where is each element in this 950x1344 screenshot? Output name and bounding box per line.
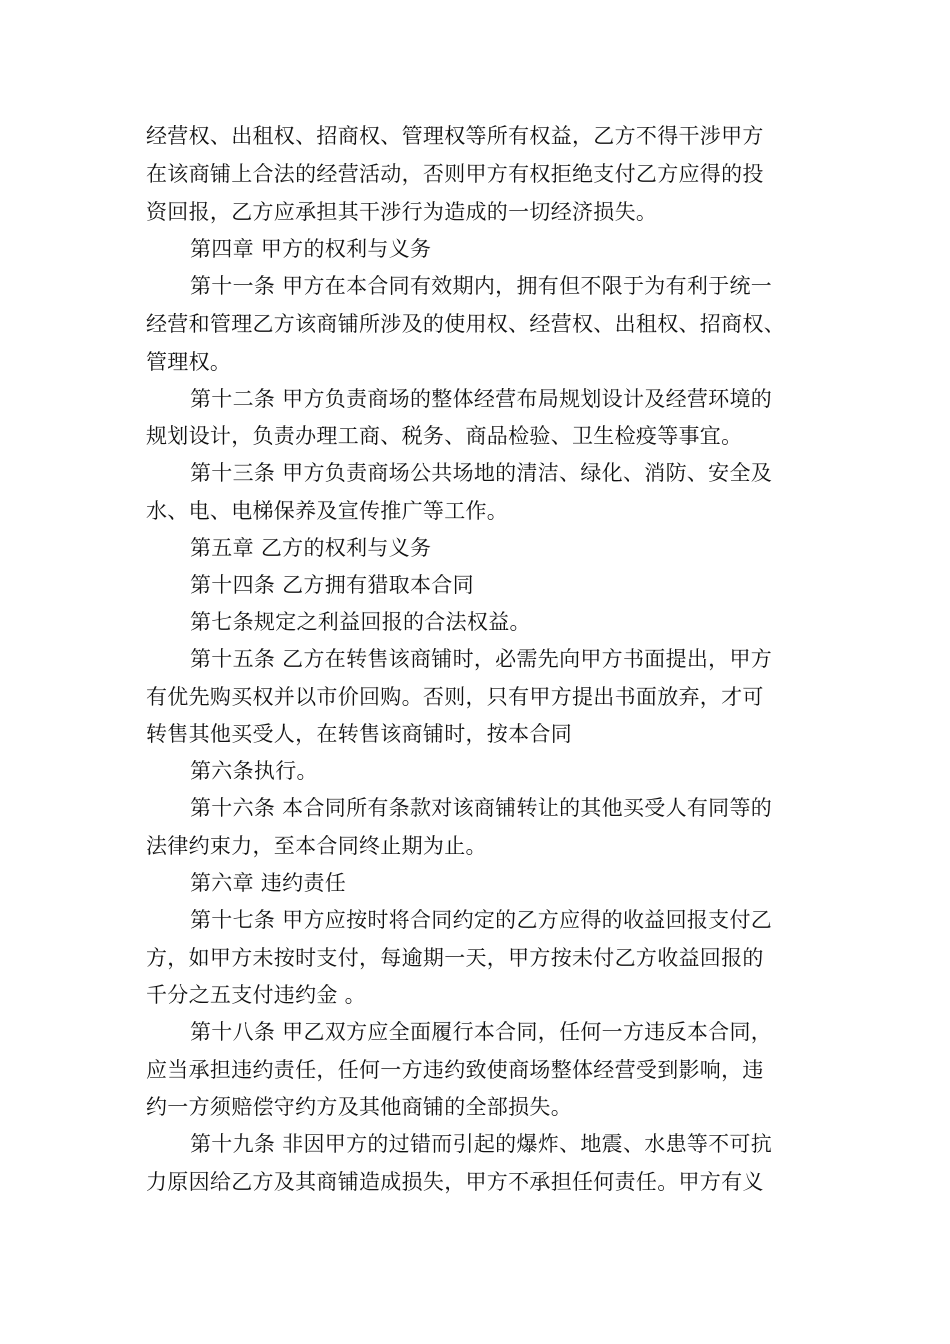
text-line: 第十三条 甲方负责商场公共场地的清洁、绿化、消防、安全及 [190, 461, 773, 485]
text-line: 第十六条 本合同所有条款对该商铺转让的其他买受人有同等的 [190, 796, 773, 820]
text-line: 约一方须赔偿守约方及其他商铺的全部损失。 [146, 1095, 572, 1119]
text-line: 第十七条 甲方应按时将合同约定的乙方应得的收益回报支付乙 [190, 908, 773, 932]
text-line: 经营权、出租权、招商权、管理权等所有权益，乙方不得干涉甲方 [146, 124, 764, 148]
text-line: 规划设计，负责办理工商、税务、商品检验、卫生检疫等事宜。 [146, 424, 743, 448]
text-line: 管理权。 [146, 350, 232, 374]
chapter-heading: 第四章 甲方的权利与义务 [190, 237, 432, 261]
text-line: 第十一条 甲方在本合同有效期内，拥有但不限于为有利于统一 [190, 274, 773, 298]
text-line: 经营和管理乙方该商铺所涉及的使用权、经营权、出租权、招商权、 [146, 312, 785, 336]
text-line: 资回报，乙方应承担其干涉行为造成的一切经济损失。 [146, 200, 658, 224]
text-line: 第十五条 乙方在转售该商铺时，必需先向甲方书面提出，甲方 [190, 647, 773, 671]
text-line: 第六条执行。 [190, 759, 318, 783]
text-line: 第十二条 甲方负责商场的整体经营布局规划设计及经营环境的 [190, 387, 773, 411]
text-line: 法律约束力，至本合同终止期为止。 [146, 834, 487, 858]
chapter-heading: 第五章 乙方的权利与义务 [190, 536, 432, 560]
text-line: 第十九条 非因甲方的过错而引起的爆炸、地震、水患等不可抗 [190, 1132, 773, 1156]
text-line: 力原因给乙方及其商铺造成损失，甲方不承担任何责任。甲方有义 [146, 1170, 764, 1194]
text-line: 应当承担违约责任，任何一方违约致使商场整体经营受到影响，违 [146, 1058, 764, 1082]
text-line: 第十八条 甲乙双方应全面履行本合同，任何一方违反本合同， [190, 1020, 773, 1044]
text-line: 在该商铺上合法的经营活动，否则甲方有权拒绝支付乙方应得的投 [146, 162, 764, 186]
chapter-heading: 第六章 违约责任 [190, 871, 347, 895]
text-line: 第十四条 乙方拥有猎取本合同 [190, 573, 474, 597]
text-line: 第七条规定之利益回报的合法权益。 [190, 610, 531, 634]
text-line: 转售其他买受人，在转售该商铺时，按本合同 [146, 722, 572, 746]
text-line: 方，如甲方未按时支付，每逾期一天，甲方按未付乙方收益回报的 [146, 946, 764, 970]
text-line: 千分之五支付违约金 。 [146, 983, 366, 1007]
text-line: 水、电、电梯保养及宣传推广等工作。 [146, 499, 509, 523]
text-line: 有优先购买权并以市价回购。否则，只有甲方提出书面放弃，才可 [146, 685, 764, 709]
